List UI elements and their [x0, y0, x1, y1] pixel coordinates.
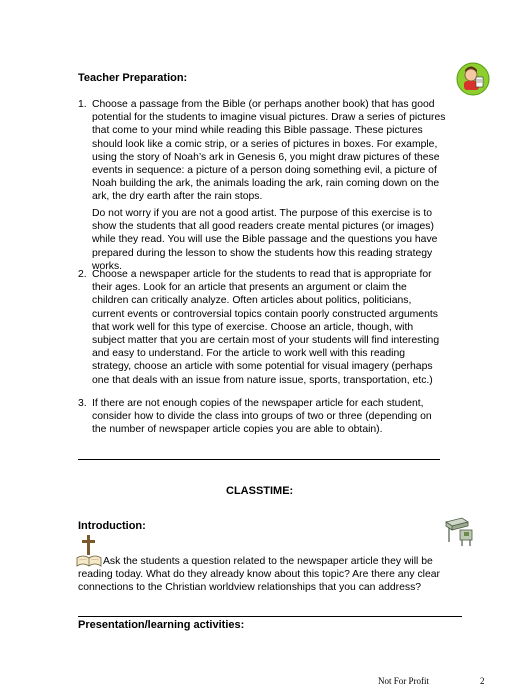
teacher-avatar-icon: [456, 62, 490, 96]
presentation-heading: Presentation/learning activities:: [78, 619, 245, 631]
school-desk-icon: [442, 516, 476, 548]
classtime-heading: CLASSTIME:: [226, 485, 294, 497]
list-number: 3.: [78, 398, 87, 409]
section-divider: [78, 616, 462, 617]
list-item-note: Do not worry if you are not a good artist. The purpose of this exercise is to show the students that all good readers create mental pictures (or images) while they read. You will use the Bible passage and the questions you have prepared during the lesson to show the students how this reading strategy works.: [92, 208, 438, 272]
section-divider: [78, 459, 440, 460]
list-item-text: If there are not enough copies of the newspaper article for each student, consider how to divide the class into groups of two or three (depending on the number of newspaper article copies you are able to obtain).: [92, 398, 432, 436]
footer-label: Not For Profit: [378, 676, 430, 686]
page-number: 2: [480, 676, 485, 686]
list-item-text: Choose a newspaper article for the students to read that is appropriate for their ages. Look for an article that presents an argument or claim the children can critically analyze. Often articles about politics, politicians, current events or controversial topics contain poorly constructed arguments that work well for this type of exercise. Choose an article, though, with subject matter that you are certain most of your students will find interesting and easy to understand. For the article to work well with this reading strategy, choose an article with some potential for visual imagery (perhaps one that deals with an issue from nature issue, sports, transportation, etc.): [92, 269, 440, 386]
list-number: 2.: [78, 269, 87, 280]
teacher-prep-heading: Teacher Preparation:: [78, 72, 188, 84]
list-number: 1.: [78, 99, 87, 110]
introduction-heading: Introduction:: [78, 520, 146, 532]
introduction-text: Ask the students a question related to the newspaper article they will be reading today. What do they already know about this topic? Are there any clear connections to the Christian worldview relationships that you can address?: [78, 556, 440, 594]
list-item-text: Choose a passage from the Bible (or perhaps another book) that has good potential for the students to imagine visual pictures. Draw a series of pictures that come to your mind while reading this Bible passage. These pictures should look like a comic strip, or a series of pictures in boxes. For example, using the story of Noah’s ark in Genesis 6, you might draw pictures of these events in sequence: a picture of a person doing something evil, a picture of Noah building the ark, the animals loading the ark, rain coming down on the ark, the dry earth after the rain stops.: [92, 99, 446, 203]
